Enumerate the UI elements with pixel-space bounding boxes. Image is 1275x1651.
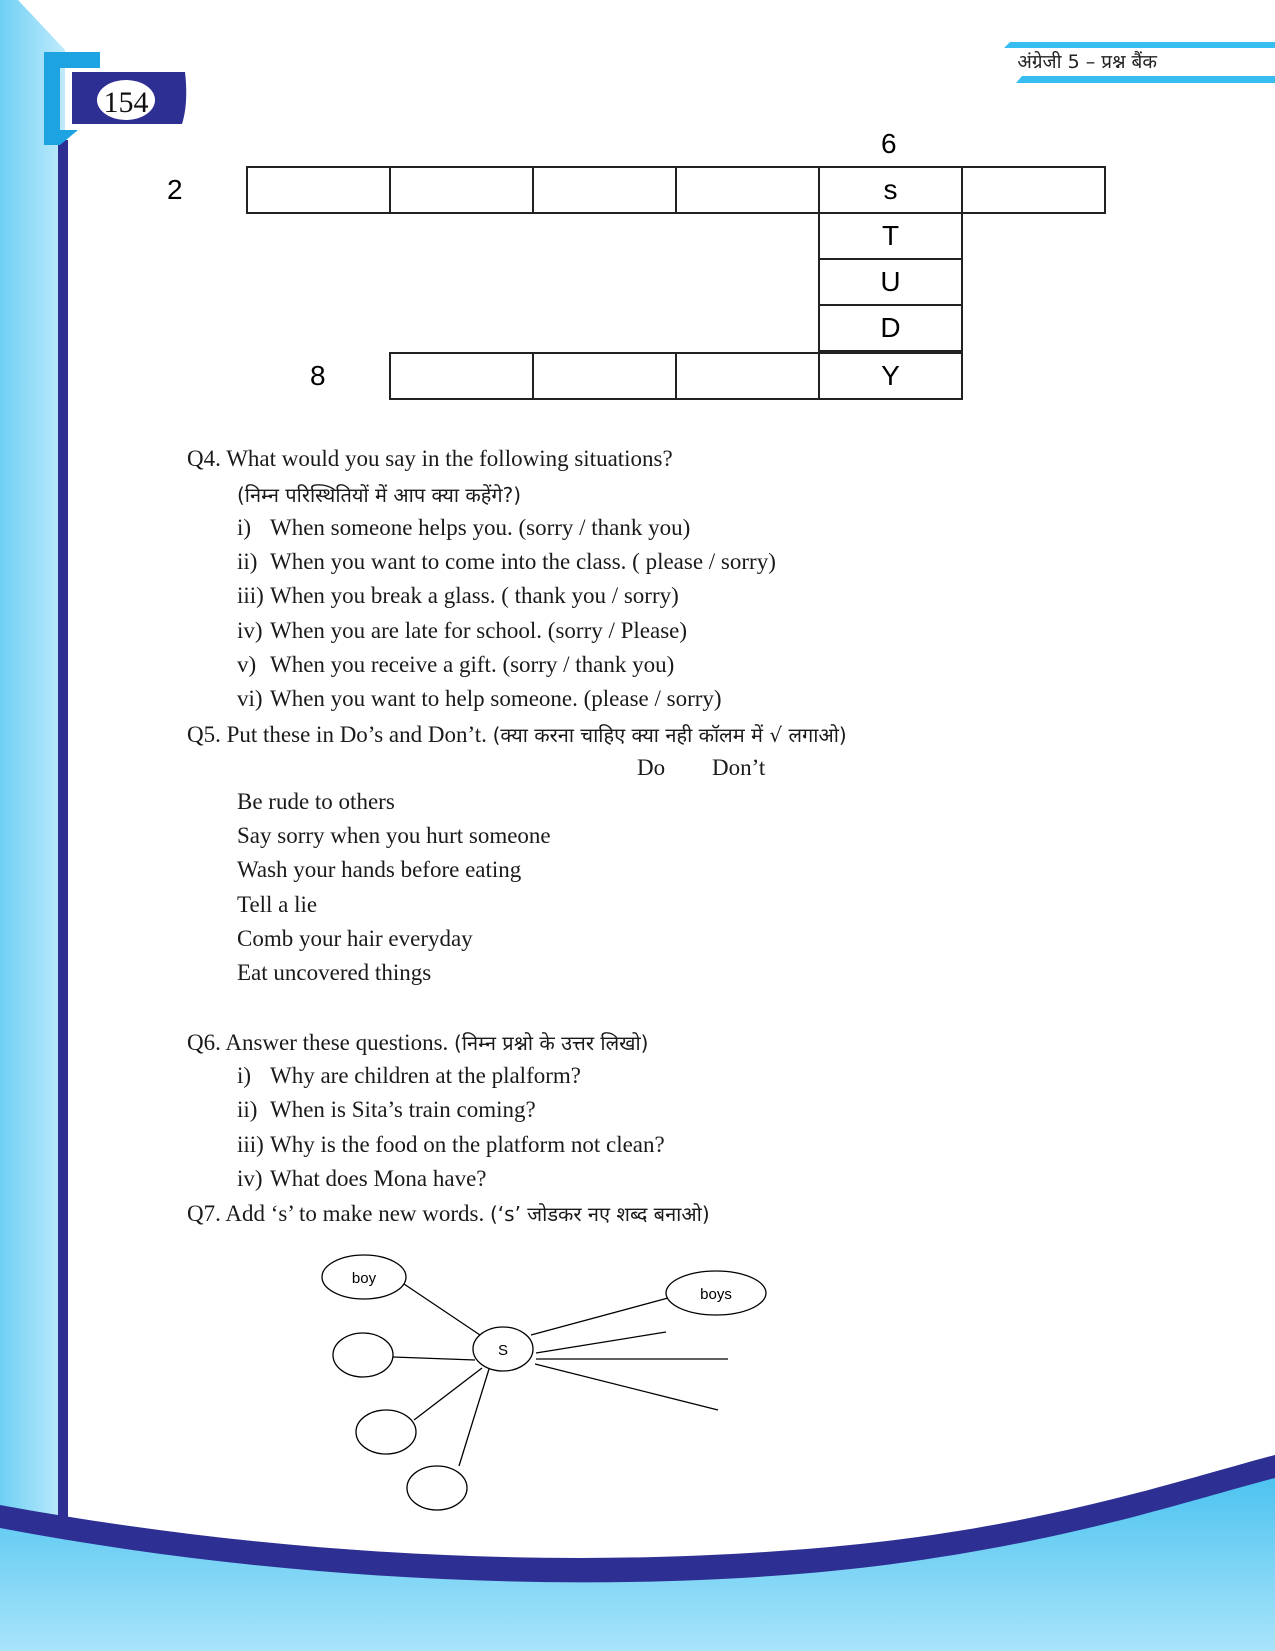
- do-column-header: Do: [637, 755, 666, 780]
- blank-bubble: [333, 1333, 393, 1377]
- q4-heading: Q4. What would you say in the following situations?: [187, 446, 673, 471]
- list-item: i) When someone helps you. (sorry / thank you): [237, 515, 691, 540]
- word-web-diagram: [310, 1245, 780, 1520]
- connector-line: [459, 1369, 489, 1466]
- dont-column-header: Don’t: [712, 755, 766, 780]
- connector-line: [404, 1284, 480, 1335]
- list-item: Tell a lie: [237, 892, 318, 917]
- crossword-cell[interactable]: [532, 166, 677, 214]
- center-label: S: [497, 1342, 509, 1359]
- list-item: ii) When is Sita’s train coming?: [237, 1097, 536, 1122]
- connector-line: [536, 1332, 666, 1353]
- blank-bubble: [407, 1466, 467, 1510]
- crossword-cell[interactable]: [389, 352, 534, 400]
- blank-bubble: [356, 1410, 416, 1454]
- crossword-cell: U: [818, 258, 963, 306]
- connector-line: [414, 1368, 482, 1420]
- q5-heading: Q5. Put these in Do’s and Don’t. (क्या करना चाहिए क्या नही कॉलम में √ लगाओ): [187, 722, 847, 747]
- list-item: vi) When you want to help someone. (please / sorry): [237, 686, 722, 711]
- q6-heading: Q6. Answer these questions. (निम्न प्रश्नो के उत्तर लिखो): [187, 1030, 649, 1055]
- connector-line: [393, 1357, 475, 1360]
- connector-line: [531, 1298, 668, 1335]
- crossword-cell: D: [818, 304, 963, 352]
- crossword-cell[interactable]: [961, 166, 1106, 214]
- crossword-cell[interactable]: [675, 352, 820, 400]
- book-title: अंग्रेजी 5 – प्रश्न बैंक: [1017, 51, 1157, 73]
- crossword-cell: s: [818, 166, 963, 214]
- crossword-cell: T: [818, 212, 963, 260]
- crossword-cell[interactable]: [246, 166, 391, 214]
- crossword-cell[interactable]: [532, 352, 677, 400]
- list-item: Say sorry when you hurt someone: [237, 823, 551, 848]
- crossword-cell[interactable]: [389, 166, 534, 214]
- list-item: iii) Why is the food on the platform not clean?: [237, 1132, 665, 1157]
- word-label: boy: [351, 1270, 377, 1287]
- clue-number-2: 2: [167, 174, 183, 205]
- list-item: Comb your hair everyday: [237, 926, 473, 951]
- answer-label: boys: [700, 1286, 732, 1303]
- list-item: v) When you receive a gift. (sorry / thank you): [237, 652, 675, 677]
- connector-line: [535, 1364, 718, 1410]
- list-item: iv) When you are late for school. (sorry / Please): [237, 618, 688, 643]
- q7-heading: Q7. Add ‘s’ to make new words. (‘s’ जोडकर नए शब्द बनाओ): [187, 1201, 710, 1226]
- crossword-cell: Y: [818, 352, 963, 400]
- clue-number-8: 8: [310, 360, 326, 391]
- list-item: Wash your hands before eating: [237, 857, 522, 882]
- q4-hindi: (निम्न परिस्थितियों में आप क्या कहेंगे?): [237, 483, 522, 507]
- page-number: 154: [103, 86, 149, 119]
- crossword-cell[interactable]: [675, 166, 820, 214]
- list-item: iv) What does Mona have?: [237, 1166, 487, 1191]
- list-item: Eat uncovered things: [237, 960, 432, 985]
- list-item: iii) When you break a glass. ( thank you / sorry): [237, 583, 679, 608]
- list-item: i) Why are children at the plalform?: [237, 1063, 581, 1088]
- list-item: ii) When you want to come into the class. ( please / sorry): [237, 549, 776, 574]
- list-item: Be rude to others: [237, 789, 395, 814]
- clue-number-6: 6: [881, 128, 897, 159]
